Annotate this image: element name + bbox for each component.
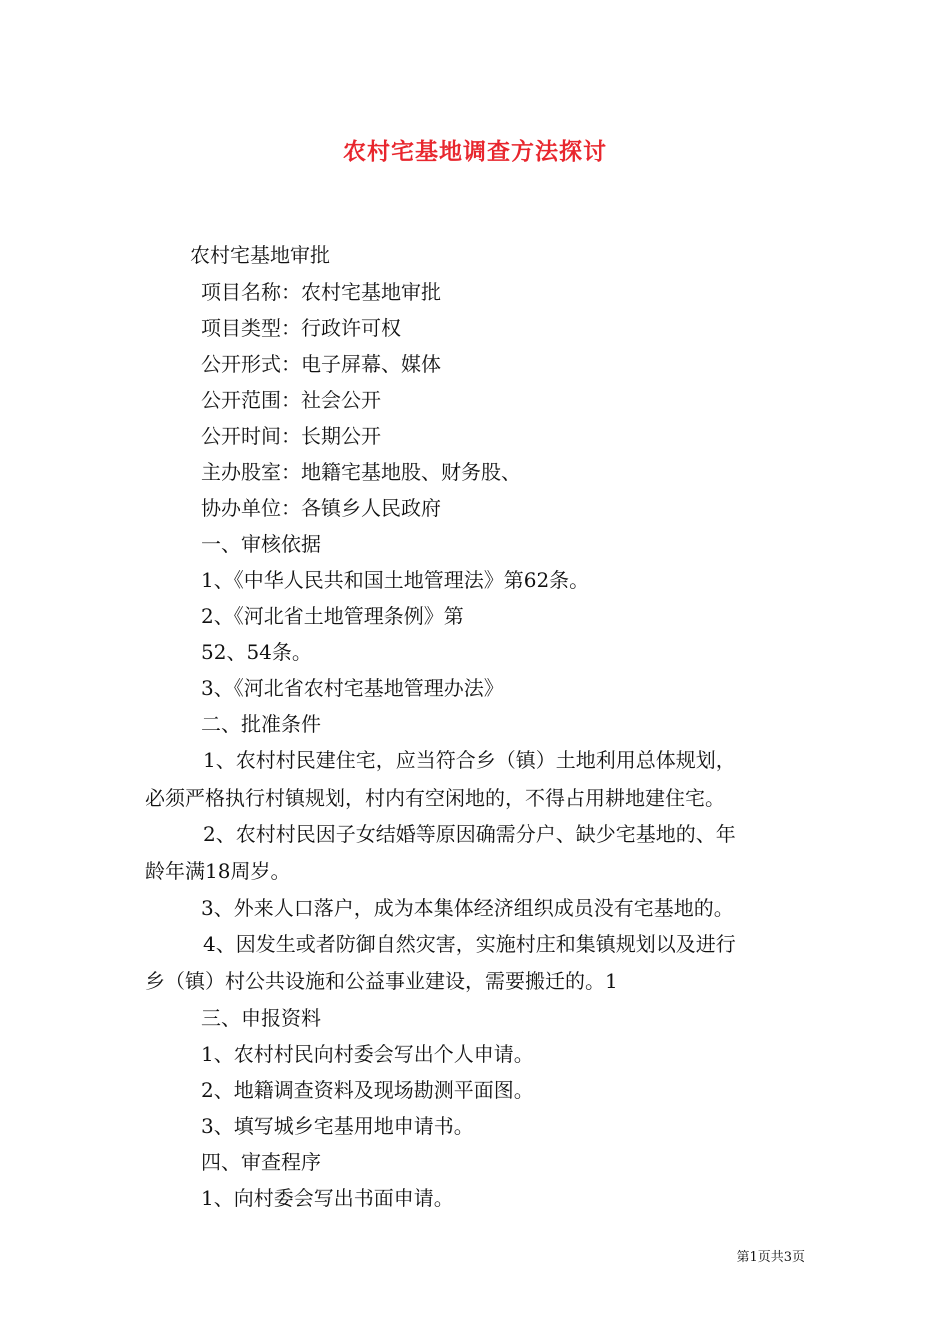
document-title: 农村宅基地调查方法探讨	[343, 138, 607, 165]
paragraph-line: 必须严格执行村镇规划，村内有空闲地的，不得占用耕地建住宅。	[145, 786, 725, 810]
disclosure-time: 公开时间：长期公开	[201, 424, 381, 448]
item-name: 项目名称：农村宅基地审批	[201, 280, 441, 304]
lead-office: 主办股室：地籍宅基地股、财务股、	[201, 460, 521, 484]
assisting-unit: 协办单位：各镇乡人民政府	[201, 496, 441, 520]
disclosure-scope: 公开范围：社会公开	[201, 388, 381, 412]
section-heading: 三、申报资料	[201, 1006, 321, 1030]
paragraph-line: 1、农村村民向村委会写出个人申请。	[201, 1042, 534, 1066]
paragraph-line: 2、地籍调查资料及现场勘测平面图。	[201, 1078, 534, 1102]
item-type: 项目类型：行政许可权	[201, 316, 401, 340]
page-number: 第1页共3页	[736, 1250, 805, 1265]
paragraph-line: 2、农村村民因子女结婚等原因确需分户、缺少宅基地的、年	[203, 822, 736, 846]
section-heading: 四、审查程序	[201, 1150, 321, 1174]
paragraph-line: 4、因发生或者防御自然灾害，实施村庄和集镇规划以及进行	[203, 932, 736, 956]
paragraph-line: 乡（镇）村公共设施和公益事业建设，需要搬迁的。1	[145, 969, 618, 993]
paragraph-line: 2、《河北省土地管理条例》第	[201, 604, 464, 628]
section-heading: 一、审核依据	[201, 532, 321, 556]
paragraph-line: 1、农村村民建住宅，应当符合乡（镇）土地利用总体规划，	[203, 748, 736, 772]
paragraph-line: 1、《中华人民共和国土地管理法》第62条。	[201, 568, 590, 592]
paragraph-line: 3、填写城乡宅基用地申请书。	[201, 1114, 474, 1138]
disclosure-form: 公开形式：电子屏幕、媒体	[201, 352, 441, 376]
paragraph-line: 1、向村委会写出书面申请。	[201, 1186, 454, 1210]
paragraph-line: 3、外来人口落户，成为本集体经济组织成员没有宅基地的。	[201, 896, 734, 920]
paragraph-line: 52、54条。	[201, 640, 312, 664]
paragraph-line: 3、《河北省农村宅基地管理办法》	[201, 676, 504, 700]
section-heading: 农村宅基地审批	[190, 243, 330, 267]
paragraph-line: 龄年满18周岁。	[145, 859, 291, 883]
section-heading: 二、批准条件	[201, 712, 321, 736]
